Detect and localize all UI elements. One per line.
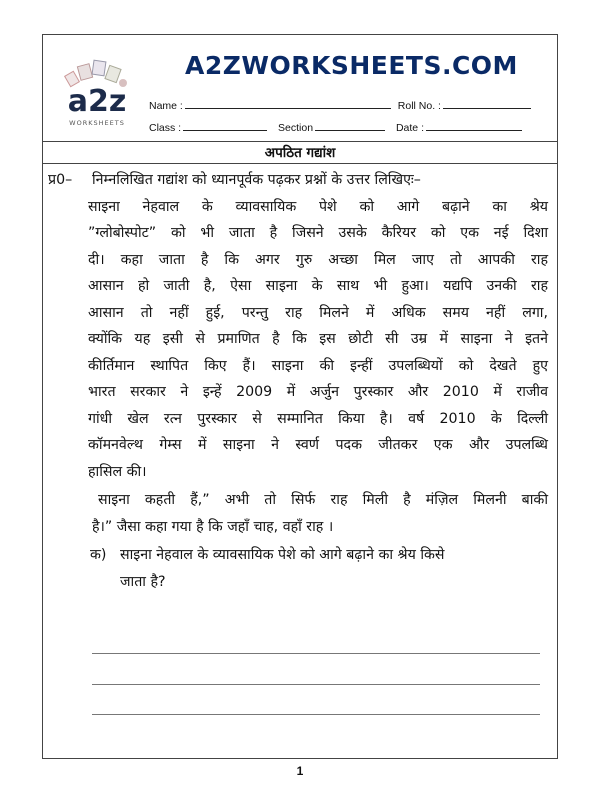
passage-line: कॉमनवेल्थ गेम्स में साइना ने स्वर्ण पदक जीतकर एक और उपलब्धि [88,437,548,453]
roll-label: Roll No. : [397,100,441,112]
class-label: Class : [149,122,182,134]
content-area [42,167,558,595]
date-label: Date : [395,122,424,134]
sub-question-label: क) [90,547,107,563]
worksheet-title: अपठित गद्यांश [43,142,557,164]
name-roll-row [149,99,531,112]
worksheet-header [43,35,557,142]
passage-line: दी। कहा जाता है कि अगर गुरु अच्छा मिल जाए तो आपकी राह [88,251,548,268]
passage-line: आसान हो जाती है, ऐसा साइना के साथ भी हुआ। यद्यपि उनकी राह [88,278,548,294]
roll-field[interactable] [443,99,531,109]
page-number: 1 [296,764,304,778]
class-field[interactable] [183,121,267,131]
passage-line: क्योंकि यह इसी से प्रमाणित है कि इस छोटी सी उम्र में साइना ने इतने [88,331,548,347]
section-label: Section [278,122,314,134]
passage-line: गांधी खेल रत्न पुरस्कार से सम्मानित किया है। वर्ष 2010 के दिल्ली [88,410,548,427]
sub-question-text: साइना नेहवाल के व्यावसायिक पेशे को आगे बढ़ाने का श्रेय किसे [120,547,445,563]
sub-question [42,542,558,595]
a2z-logo-icon [57,59,137,135]
site-title: A2ZWORKSHEETS.COM [185,51,518,80]
answer-line[interactable] [92,653,540,654]
quote-line: साइना कहती हैं,” अभी तो सिर्फ राह मिली है मंज़िल मिलनी बाकी [98,492,548,508]
sub-question-text-cont: जाता है? [120,573,166,590]
passage-line: भारत सरकार ने इन्हें 2009 में अर्जुन पुरस्कार और 2010 में राजीव [88,384,548,400]
name-label: Name : [149,100,183,112]
quote-line: है।” जैसा कहा गया है कि जहाँ चाह, वहाँ राह । [92,518,334,535]
answer-line[interactable] [92,714,540,715]
passage-line: ”ग्लोबोस्पोट” को भी जाता है जिसने उसके कैरियर को एक नई दिशा [88,225,548,241]
svg-text:a2z: a2z [67,84,127,119]
quote-paragraph [42,487,558,540]
passage-line: साइना नेहवाल के व्यावसायिक पेशे को आगे बढ़ाने का श्रेय [88,198,548,215]
question-row [42,167,558,194]
question-instruction: निम्नलिखित गद्यांश को ध्यानपूर्वक पढ़कर प्रश्नों के उत्तर लिखिएः– [92,172,421,188]
question-number: प्र0– [48,172,73,188]
class-section-date-row [149,121,522,134]
section-field[interactable] [315,121,385,131]
passage-line: आसान तो नहीं हुई, परन्तु राह मिलने में अधिक समय नहीं लगा, [88,304,548,321]
answer-line[interactable] [92,684,540,685]
passage [42,194,558,486]
name-field[interactable] [185,99,391,109]
passage-line: हासिल की। [88,463,147,480]
passage-line: कीर्तिमान स्थापित किए हैं। साइना की इन्हीं उपलब्धियों को देखते हुए [88,357,548,374]
date-field[interactable] [426,121,522,131]
svg-text:WORKSHEETS: WORKSHEETS [69,119,125,127]
